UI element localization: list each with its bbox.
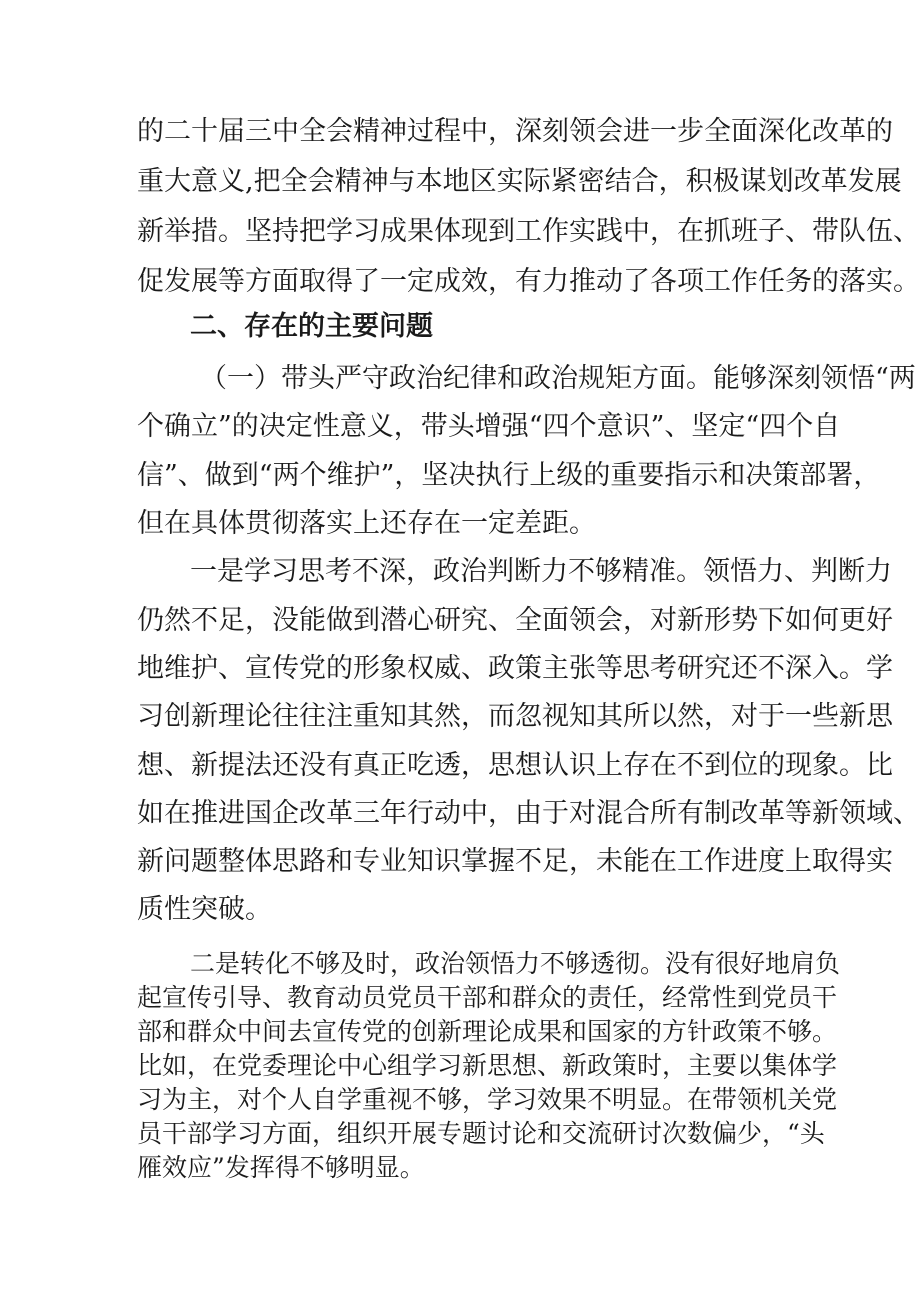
text-line: 起宣传引导、教育动员党员干部和群众的责任，经常性到党员干 bbox=[137, 983, 838, 1012]
text-line: 雁效应”发挥得不够明显。 bbox=[137, 1153, 425, 1182]
text-line: 想、新提法还没有真正吃透，思想认识上存在不到位的现象。比 bbox=[137, 750, 893, 781]
text-line: （一）带头严守政治纪律和政治规矩方面。能够深刻领悟“两 bbox=[200, 363, 916, 394]
text-line: 仍然不足，没能做到潜心研究、全面领会，对新形势下如何更好 bbox=[137, 605, 893, 636]
text-line: 个确立”的决定性意义，带头增强“四个意识”、坚定“四个自 bbox=[137, 411, 841, 442]
text-line: 但在具体贯彻落实上还存在一定差距。 bbox=[137, 508, 596, 539]
text-line: 习为主，对个人自学重视不够，学习效果不明显。在带领机关党 bbox=[137, 1085, 838, 1114]
text-line: 信”、做到“两个维护”，坚决执行上级的重要指示和决策部署， bbox=[137, 460, 881, 491]
text-line: 新问题整体思路和专业知识掌握不足，未能在工作进度上取得实 bbox=[137, 846, 893, 877]
text-line: 地维护、宣传党的形象权威、政策主张等思考研究还不深入。学 bbox=[137, 653, 893, 684]
text-line: 二是转化不够及时，政治领悟力不够透彻。没有很好地肩负 bbox=[190, 949, 841, 978]
text-line: 员干部学习方面，组织开展专题讨论和交流研讨次数偏少，“头 bbox=[137, 1119, 825, 1148]
text-line: 部和群众中间去宣传党的创新理论成果和国家的方针政策不够。 bbox=[137, 1017, 838, 1046]
text-line: 习创新理论往往注重知其然，而忽视知其所以然，对于一些新思 bbox=[137, 701, 893, 732]
text-line: 比如，在党委理论中心组学习新思想、新政策时，主要以集体学 bbox=[137, 1051, 838, 1080]
text-line: 重大意义,把全会精神与本地区实际紧密结合，积极谋划改革发展 bbox=[137, 166, 902, 197]
text-line: 的二十届三中全会精神过程中，深刻领会进一步全面深化改革的 bbox=[137, 116, 893, 147]
text-line: 促发展等方面取得了一定成效，有力推动了各项工作任务的落实。 bbox=[137, 266, 920, 297]
text-line: 质性突破。 bbox=[137, 894, 272, 925]
text-line: 如在推进国企改革三年行动中，由于对混合所有制改革等新领域、 bbox=[137, 798, 920, 829]
text-line: 新举措。坚持把学习成果体现到工作实践中，在抓班子、带队伍、 bbox=[137, 216, 920, 247]
section-heading: 二、存在的主要问题 bbox=[190, 311, 433, 342]
text-line: 一是学习思考不深，政治判断力不够精准。领悟力、判断力 bbox=[190, 556, 892, 587]
